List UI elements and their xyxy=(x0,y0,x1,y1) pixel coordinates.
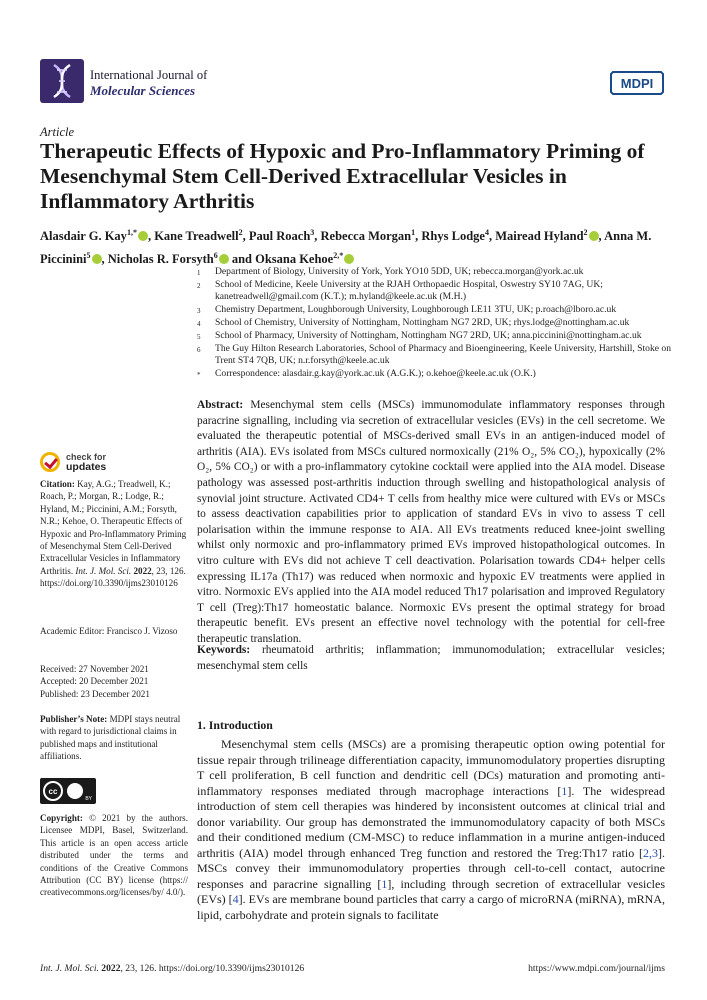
reference-link[interactable]: 4 xyxy=(232,892,239,907)
mdpi-logo[interactable] xyxy=(609,70,665,96)
footer-doi[interactable]: , 23, 126. https://doi.org/10.3390/ijms23010126 xyxy=(120,963,305,974)
affiliation-item xyxy=(197,266,677,279)
article-type: Article xyxy=(40,125,75,139)
author-name[interactable]: Anna M. Piccinini xyxy=(40,229,652,267)
orcid-icon[interactable] xyxy=(219,254,229,264)
check-updates-icon xyxy=(40,452,60,472)
affiliation-text: School of Medicine, Keele University at the RJAH Orthopaedic Hospital, Oswestry SY10 7AG, UK; kanetreadwell@gmail.com (K.T.); m.hyland@keele.ac.uk (M.H.) xyxy=(215,279,603,303)
intro-text-1: Mesenchymal stem cells (MSCs) are a promising therapeutic option owing potential for tissue repair through trilineage differentiation capacity, immunomodulatory properties disrupting T cell proliferation, B cell function and dendritic cell (DCs) maturation and promoting anti-inflammatory responses mediated through macrophage interactions [ xyxy=(197,737,665,798)
mdpi-logo-text: MDPI xyxy=(620,76,654,91)
footer-year: 2022 xyxy=(101,963,121,974)
check-for-updates-button[interactable] xyxy=(40,449,160,475)
intro-text-4: ], including through secretion of extracellular vesicles (EVs) [ xyxy=(197,876,665,907)
author-affiliation-marker: 3 xyxy=(310,228,315,237)
intro-text-2: ]. The widespread introduction of stem cell therapies was hindered by inconsistent outcomes at clinical trial and donor variability. Our group has demonstrated the immunomodulatory capacity of both MSCs and their conditioned medium (CM-MSC) to reduce inflammation in a murine antigen-induced arthritis (AIA) model through enhanced Treg function and restored the Treg:Th17 ratio [ xyxy=(197,783,665,860)
reference-link[interactable]: 2,3 xyxy=(643,845,658,860)
affiliation-item xyxy=(197,330,677,343)
affiliations xyxy=(197,266,677,381)
journal-name[interactable] xyxy=(90,68,207,98)
accepted-date: Accepted: 20 December 2021 xyxy=(40,676,149,687)
affiliation-number: 5 xyxy=(197,333,201,342)
citation-block xyxy=(40,478,188,590)
affiliation-item xyxy=(197,279,677,303)
affiliation-number: 4 xyxy=(197,319,201,328)
received-date: Received: 27 November 2021 xyxy=(40,664,149,674)
intro-text-3: ]. MSCs convey their immunomodulatory properties through cell-to-cell contact, autocrine responses and paracrine signalling [ xyxy=(197,845,665,891)
author-list: Alasdair G. Kay$^{1,*}$ , Kane Treadwell$^2$, Paul Roach$^3$, Rebecca Morgan$^1$, Rhys Lodge$^4$, Mairead Hyland$^2$ , Anna M. Piccinini$^5$ , Nicholas R. Forsyth$^6$ and Oksana Kehoe$^{2,*}$ xyxy=(40,228,652,267)
keywords xyxy=(197,643,665,674)
published-date: Published: 23 December 2021 xyxy=(40,688,150,699)
cc-icon: cc xyxy=(43,781,63,801)
affiliation-text: Department of Biology, University of York, York YO10 5DD, UK; rebecca.morgan@york.ac.uk xyxy=(215,266,584,277)
footer-citation xyxy=(40,963,304,974)
affiliation-item xyxy=(197,368,677,381)
keywords-text: rheumatoid arthritis; inflammation; immunomodulation; extracellular vesicles; mesenchymal stem cells xyxy=(197,644,665,672)
affiliation-number: 2 xyxy=(197,282,201,291)
affiliation-text: Chemistry Department, Loughborough University, Loughborough LE11 3TU, UK; p.roach@lboro.ac.uk xyxy=(215,303,617,315)
footer-journal-url[interactable]: https://www.mdpi.com/journal/ijms xyxy=(528,963,665,974)
affiliation-number: 3 xyxy=(197,306,201,315)
affiliation-number: * xyxy=(197,370,201,379)
affiliation-number: 6 xyxy=(197,346,201,355)
journal-logo xyxy=(40,59,84,103)
journal-name-line1: International Journal of xyxy=(90,68,208,82)
author-affiliation-marker: 5 xyxy=(86,251,91,261)
publication-dates xyxy=(40,663,188,700)
check-updates-line1: check for xyxy=(66,452,107,462)
article-title: Therapeutic Effects of Hypoxic and Pro-Inflammatory Priming of Mesenchymal Stem Cell-Derived Extracellular Vesicles in Inflammatory Arthritis xyxy=(40,139,645,213)
author-affiliation-marker: 2,* xyxy=(333,251,344,261)
author-affiliation-marker: 6 xyxy=(213,251,218,261)
author-name[interactable]: Mairead Hyland xyxy=(495,229,584,244)
dna-icon xyxy=(40,59,84,103)
footer-journal: Int. J. Mol. Sci. xyxy=(40,963,99,974)
copyright-label: Copyright: xyxy=(40,813,83,823)
author-affiliation-marker: 2 xyxy=(238,228,243,237)
affiliation-text: School of Chemistry, University of Nottingham, Nottingham NG7 2RD, UK; rhys.lodge@nottingham.ac.uk xyxy=(215,316,630,328)
copyright-notice xyxy=(40,812,188,899)
citation-year: 2022 xyxy=(133,565,152,576)
affiliation-item xyxy=(197,343,677,367)
orcid-icon[interactable] xyxy=(92,254,102,264)
author-name[interactable]: Oksana Kehoe xyxy=(255,252,334,267)
reference-link[interactable]: 1 xyxy=(381,876,388,891)
by-person-icon xyxy=(67,783,83,799)
journal-name-line2: Molecular Sciences xyxy=(90,83,196,98)
cc-by-license-badge[interactable] xyxy=(40,778,96,804)
orcid-icon[interactable] xyxy=(344,254,354,264)
author-name[interactable]: Alasdair G. Kay xyxy=(40,229,127,244)
affiliation-number: 1 xyxy=(197,269,201,277)
abstract-label: Abstract: xyxy=(197,399,244,411)
orcid-icon[interactable] xyxy=(589,231,599,241)
introduction-paragraph xyxy=(197,737,665,924)
author-name[interactable]: Rebecca Morgan xyxy=(320,229,412,244)
affiliation-item xyxy=(197,317,677,330)
author-affiliation-marker: 2 xyxy=(583,228,588,237)
publisher-note xyxy=(40,713,188,763)
citation-text: Kay, A.G.; Treadwell, K.; Roach, P.; Morgan, R.; Lodge, R.; Hyland, M.; Piccinini, A.M.; Forsyth, N.R.; Kehoe, O. Therapeutic Effects of Hypoxic and Pro-Inflammatory Priming of Mesenchymal Stem Cell-Derived Extracellular Vesicles in Inflammatory Arthritis. xyxy=(40,479,187,576)
affiliation-text: Correspondence: alasdair.g.kay@york.ac.uk (A.G.K.); o.kehoe@keele.ac.uk (O.K.) xyxy=(215,367,536,379)
section-heading-introduction: 1. Introduction xyxy=(197,718,273,732)
abstract-text: Mesenchymal stem cells (MSCs) immunomodulate inflammatory responses through paracrine signalling, including via secretion of extracellular vesicles (EVs) in the cell secretome. We evaluated the therapeutic potential of MSCs-derived small EVs in an antigen-induced model of arthritis (AIA). EVs isolated from MSCs cultured normoxically (21% O₂, 5% CO₂), hypoxically (2% O₂, 5% CO₂) or with a pro-inflammatory cytokine cocktail were applied into the AIA model. Disease pathology was assessed post-arthritis induction through swelling and histopathological analysis of synovial joint structure. Activated CD4+ T cells from healthy mice were cultured with EVs or MSCs to assess deactivation capabilities prior to application of standard EVs in vivo to assess T cell polarisation within the immune response to AIA. All EVs treatments reduced knee-joint swelling whilst only normoxic and pro-inflammatory primed EVs improved histopathological outcomes. In vitro culture with EVs did not achieve T cell deactivation. Polarisation towards CD4+ helper cells expressing IL17a (Th17) was reduced when normoxic and hypoxic EV treatments were applied in vitro. Normoxic EVs applied into the AIA model reduced Th17 polarisation and improved Regulatory T cell (Treg):Th17 homeostatic balance. Normoxic EVs present the optimal strategy for broad therapeutic benefit. EVs present an effective novel technology with the potential for cell-free therapeutic translation. xyxy=(197,399,665,645)
author-name[interactable]: Kane Treadwell xyxy=(154,229,239,244)
introduction-body xyxy=(197,737,665,924)
publisher-note-text: MDPI stays neutral with regard to jurisdictional claims in published maps and institutional affiliations. xyxy=(40,714,181,762)
author-affiliation-marker: 4 xyxy=(484,228,489,237)
citation-label: Citation: xyxy=(40,479,75,489)
copyright-text: © 2021 by the authors. Licensee MDPI, Basel, Switzerland. This article is an open access article distributed under the terms and conditions of the Creative Commons Attribution (CC BY) license (https:// creativecommons.org/licenses/by/ 4.0/). xyxy=(40,813,188,898)
author-affiliation-marker: 1,* xyxy=(126,228,137,237)
check-updates-line2: updates xyxy=(66,461,107,473)
affiliation-text: The Guy Hilton Research Laboratories, School of Pharmacy and Bioengineering, Keele University, Hartshill, Stoke on Trent ST4 7QB, UK; n.r.forsyth@keele.ac.uk xyxy=(215,343,672,367)
publisher-note-label: Publisher’s Note: xyxy=(40,714,108,724)
affiliation-item xyxy=(197,304,677,317)
author-name[interactable]: Paul Roach xyxy=(248,229,311,244)
orcid-icon[interactable] xyxy=(138,231,148,241)
cc-by-label: BY xyxy=(85,796,92,802)
keywords-label: Keywords: xyxy=(197,644,251,656)
affiliation-text: School of Pharmacy, University of Nottingham, Nottingham NG7 2RD, UK; anna.piccinini@nottingham.ac.uk xyxy=(215,330,642,342)
intro-text-5: ]. EVs are membrane bound particles that carry a cargo of microRNA (miRNA), mRNA, lipid, carbohydrate and protein signals to facilitate xyxy=(197,892,665,923)
reference-link[interactable]: 1 xyxy=(561,783,568,798)
citation-journal: Int. J. Mol. Sci. xyxy=(75,565,132,576)
academic-editor: Academic Editor: Francisco J. Vizoso xyxy=(40,626,178,636)
author-affiliation-marker: 1 xyxy=(411,228,416,237)
author-name[interactable]: Nicholas R. Forsyth xyxy=(107,252,214,267)
citation-rest[interactable]: , 23, 126. https://doi.org/10.3390/ijms23010126 xyxy=(40,565,186,589)
abstract xyxy=(197,398,665,648)
author-name[interactable]: Rhys Lodge xyxy=(421,229,485,244)
